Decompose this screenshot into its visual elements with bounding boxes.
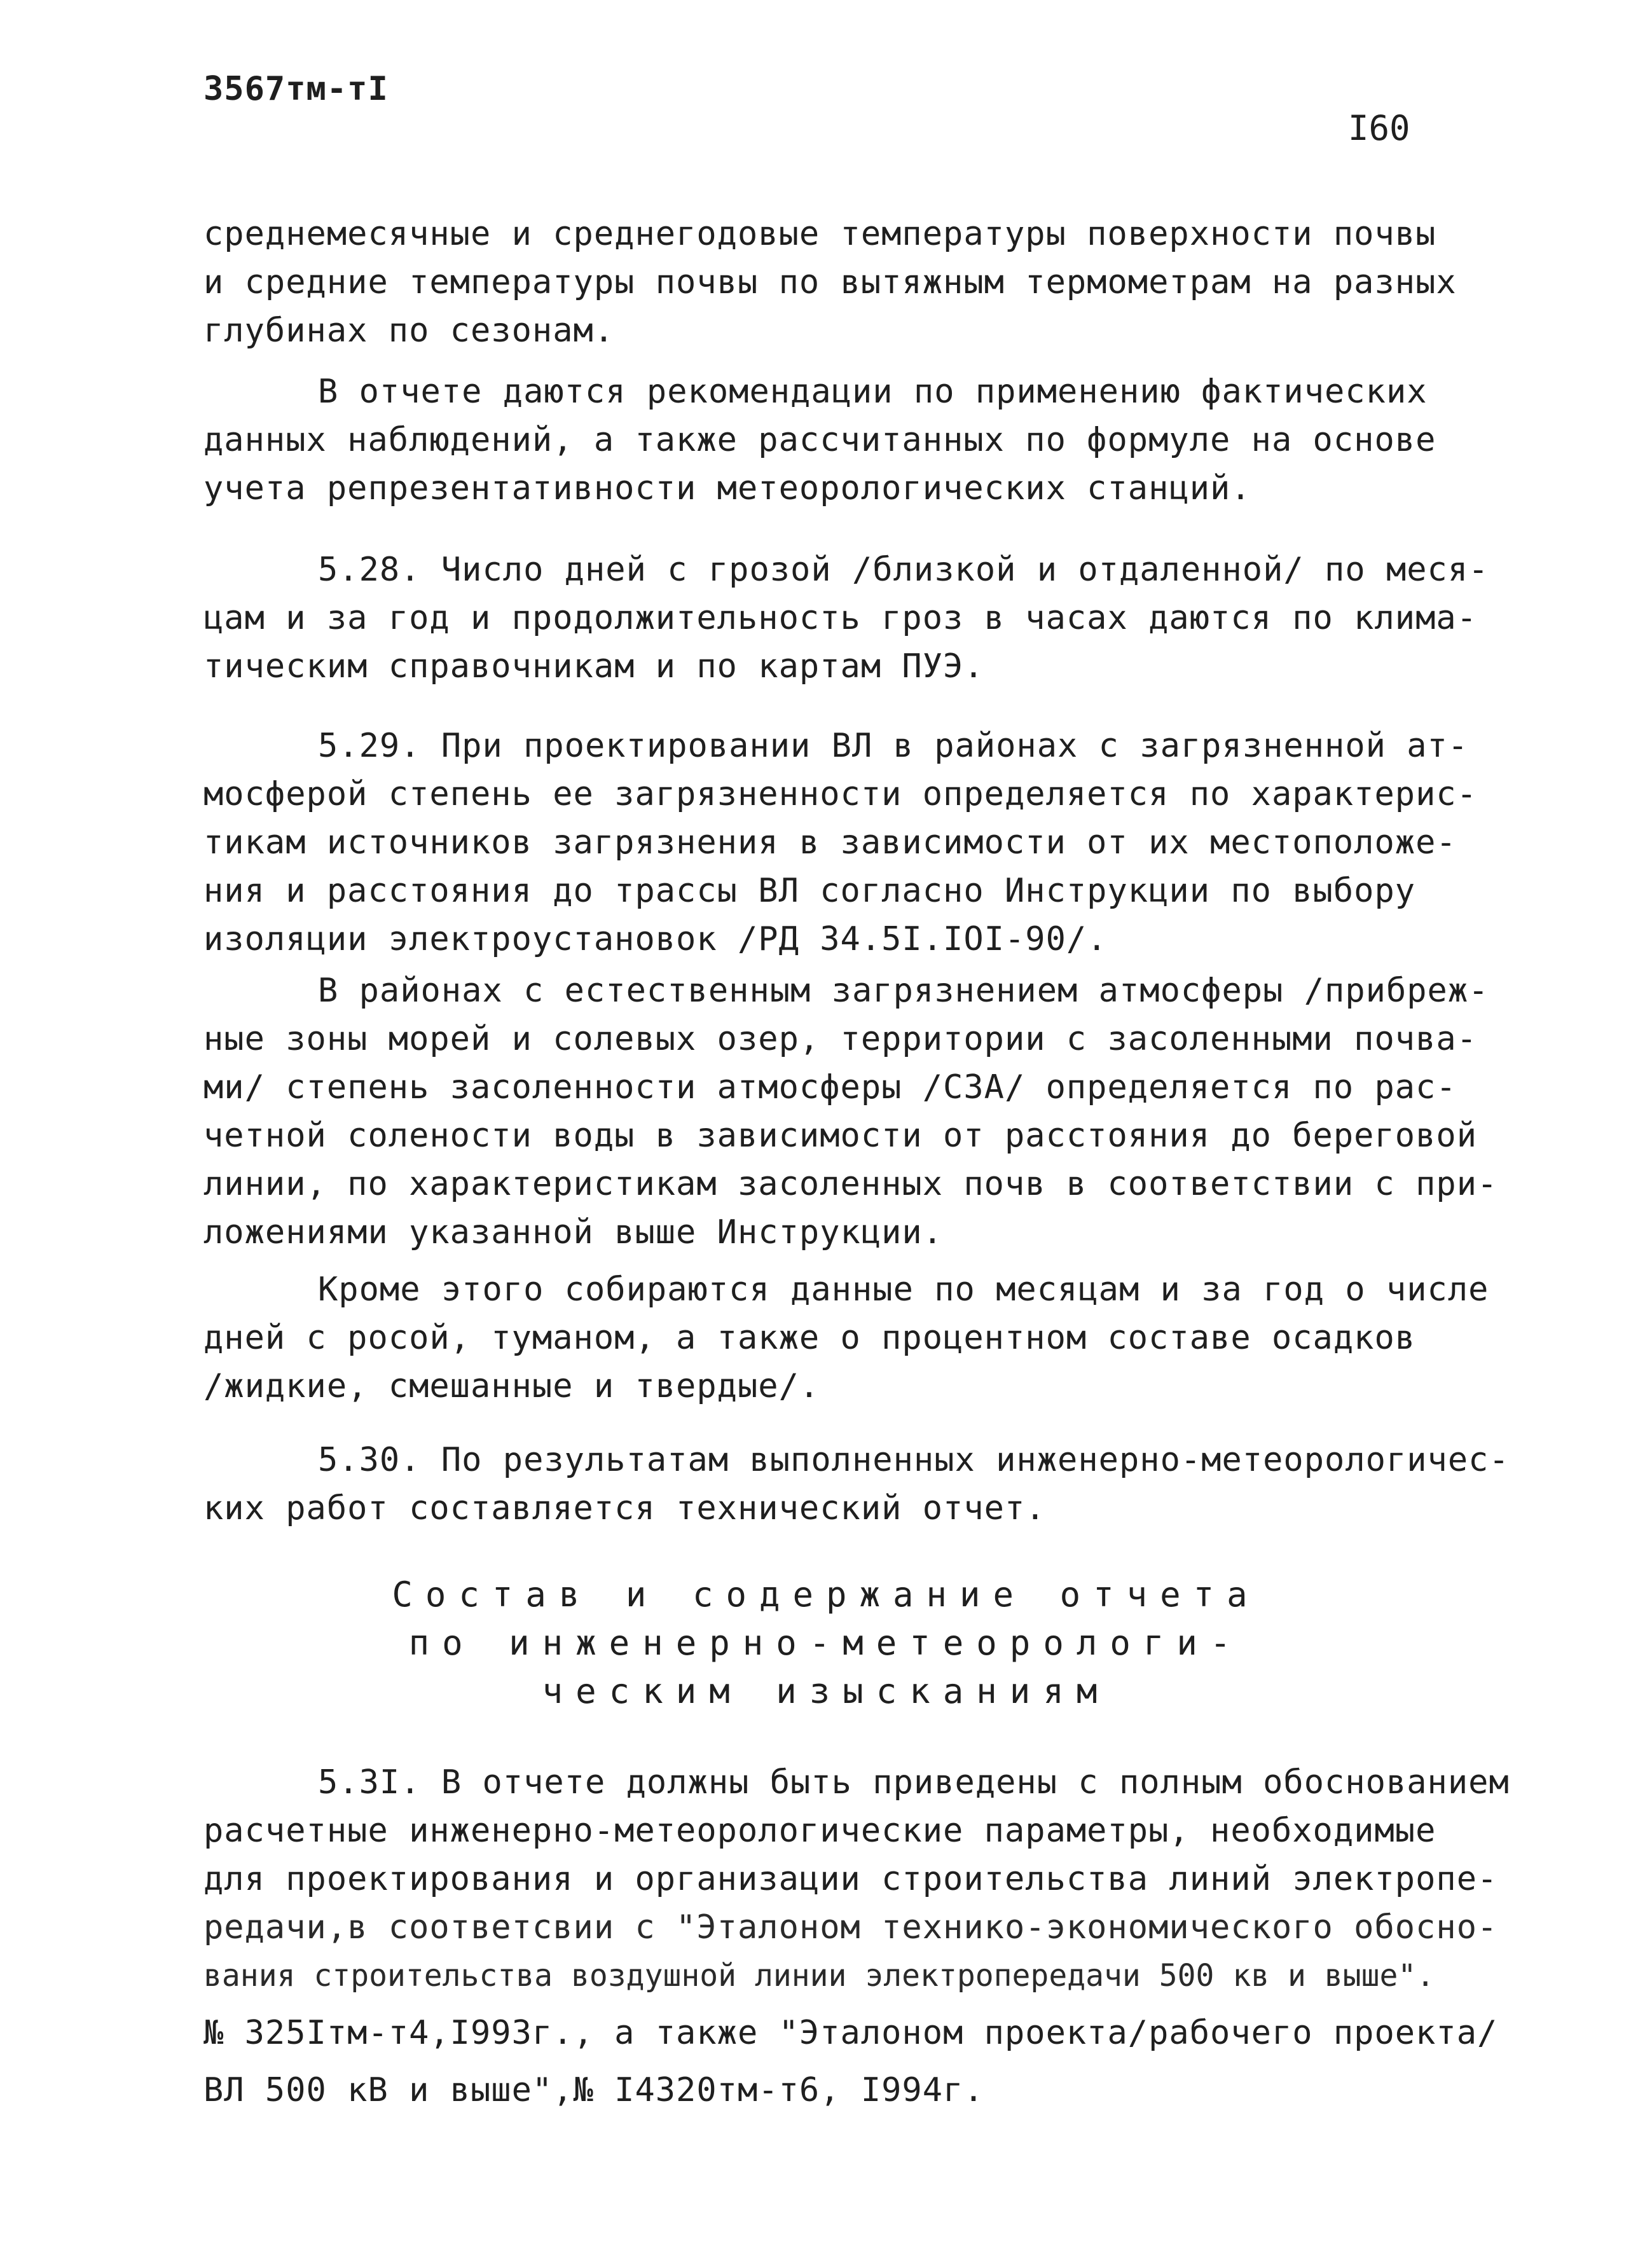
paragraph-natural-pollution — [203, 967, 1498, 1257]
text-line: цам и за год и продолжительность гроз в часах даются по клима- — [203, 599, 1478, 637]
text-line: ложениями указанной выше Инструкции. — [203, 1213, 944, 1251]
text-line: редачи,в соответсвии с "Эталоном технико-экономического обосно- — [203, 1908, 1498, 1946]
text-line: мосферой степень ее загрязненности определяется по характерис- — [203, 775, 1478, 813]
text-line: глубинах по сезонам. — [203, 312, 615, 350]
text-line: учета репрезентативности метеорологических станций. — [203, 469, 1251, 507]
text-line: 5.29. При проектировании ВЛ в районах с загрязненной ат- — [318, 727, 1469, 765]
text-line: расчетные инженерно-метеорологические параметры, необходимые — [203, 1812, 1436, 1850]
paragraph-soil-temperatures — [203, 210, 1475, 355]
text-line: 5.30. По результатам выполненных инженерно-метеорологичес- — [318, 1441, 1510, 1479]
heading-line: по инженерно-метеорологи- — [408, 1623, 1244, 1663]
paragraph-recommendations — [203, 368, 1475, 513]
text-line: среднемесячные и среднегодовые температуры поверхности почвы — [203, 215, 1436, 253]
text-line: линии, по характеристикам засоленных почв в соответствии с при- — [203, 1165, 1498, 1203]
text-line: 5.3I. В отчете должны быть приведены с полным обоснованием — [318, 1763, 1510, 1802]
text-line: В отчете даются рекомендации по применению фактических — [318, 373, 1428, 411]
document-code: 3567тм-тI — [203, 70, 389, 108]
text-line: ких работ составляется технический отчет. — [203, 1489, 1046, 1527]
text-line: тикам источников загрязнения в зависимости от их местоположе- — [203, 823, 1457, 862]
text-line: и средние температуры почвы по вытяжным термометрам на разных — [203, 263, 1457, 301]
text-line: дней с росой, туманом, а также о процентном составе осадков — [203, 1319, 1416, 1357]
text-line: данных наблюдений, а также рассчитанных по формуле на основе — [203, 421, 1436, 459]
paragraph-additional-data — [203, 1265, 1489, 1410]
text-line: ми/ степень засоленности атмосферы /СЗА/ определяется по рас- — [203, 1068, 1457, 1106]
text-line: для проектирования и организации строительства линий электропе- — [203, 1860, 1498, 1898]
text-line: вания строительства воздушной линии электропередачи 500 кв и выше". — [203, 1958, 1435, 1994]
paragraph-5-29 — [203, 722, 1478, 963]
text-line: ные зоны морей и солевых озер, территории с засоленными почва- — [203, 1020, 1478, 1058]
text-line: Кроме этого собираются данные по месяцам и за год о числе — [318, 1271, 1489, 1309]
text-line: ния и расстояния до трассы ВЛ согласно Инструкции по выбору — [203, 872, 1416, 910]
section-heading — [0, 1571, 1652, 1716]
paragraph-5-28 — [203, 546, 1489, 691]
heading-line: ческим изысканиям — [542, 1671, 1110, 1711]
text-line: изоляции электроустановок /РД 34.5I.IOI-90/. — [203, 920, 1108, 958]
text-line: ВЛ 500 кВ и выше",№ I4320тм-т6, I994г. — [203, 2071, 984, 2109]
text-line: № 325Iтм-т4,I993г., а также "Эталоном проекта/рабочего проекта/ — [203, 2014, 1498, 2052]
text-line: четной солености воды в зависимости от расстояния до береговой — [203, 1117, 1478, 1155]
paragraph-5-30 — [203, 1436, 1510, 1533]
text-line: /жидкие, смешанные и твердые/. — [203, 1367, 820, 1405]
text-line: 5.28. Число дней с грозой /близкой и отдаленной/ по меся- — [318, 551, 1489, 589]
text-line: В районах с естественным загрязнением атмосферы /прибреж- — [318, 972, 1489, 1010]
heading-line: Состав и содержание отчета — [392, 1574, 1260, 1615]
text-line: тическим справочникам и по картам ПУЭ. — [203, 647, 984, 686]
page-number: I60 — [1348, 108, 1410, 148]
paragraph-5-31 — [203, 1758, 1510, 2114]
